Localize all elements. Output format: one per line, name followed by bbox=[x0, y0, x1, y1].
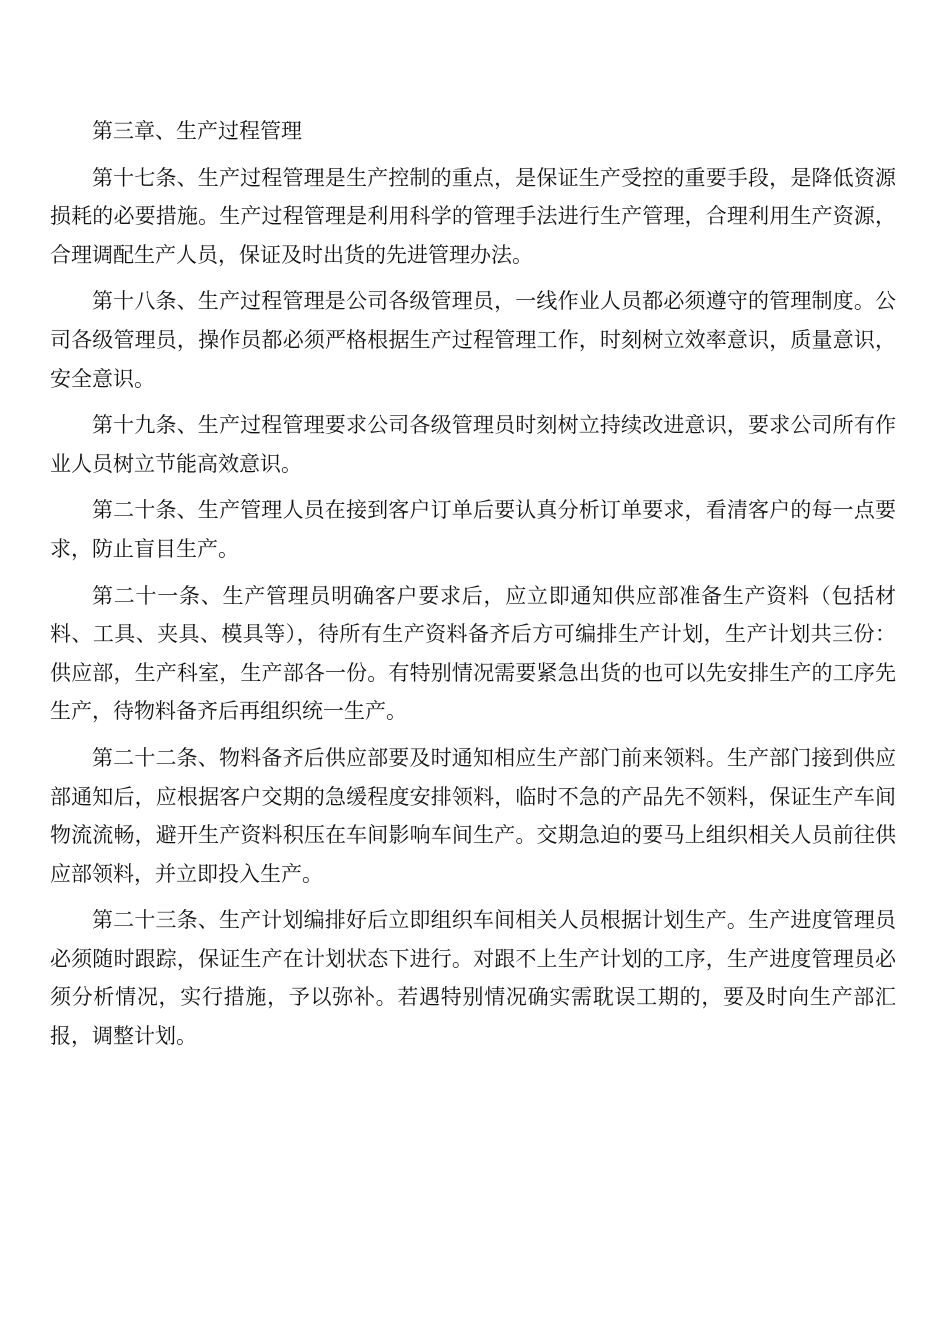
article-22: 第二十二条、物料备齐后供应部要及时通知相应生产部门前来领料。生产部门接到供应部通知后，应根据客户交期的急缓程度安排领料，临时不急的产品先不领料，保证生产车间物流流畅，避开生产资料积压在车间影响车间生产。交期急迫的要马上组织相关人员前往供应部领料，并立即投入生产。 bbox=[50, 745, 896, 886]
chapter-title: 第三章、生产过程管理 bbox=[92, 119, 302, 143]
article-20: 第二十条、生产管理人员在接到客户订单后要认真分析订单要求，看清客户的每一点要求，防止盲目生产。 bbox=[50, 498, 896, 561]
article-19: 第十九条、生产过程管理要求公司各级管理员时刻树立持续改进意识，要求公司所有作业人员树立节能高效意识。 bbox=[50, 413, 896, 476]
article-23: 第二十三条、生产计划编排好后立即组织车间相关人员根据计划生产。生产进度管理员必须随时跟踪，保证生产在计划状态下进行。对跟不上生产计划的工序，生产进度管理员必须分析情况，实行措施，予以弥补。若遇特别情况确实需耽误工期的，要及时向生产部汇报，调整计划。 bbox=[50, 908, 896, 1049]
article-18: 第十八条、生产过程管理是公司各级管理员，一线作业人员都必须遵守的管理制度。公司各级管理员，操作员都必须严格根据生产过程管理工作，时刻树立效率意识，质量意识，安全意识。 bbox=[50, 289, 896, 391]
document-body bbox=[50, 112, 896, 1064]
article-17: 第十七条、生产过程管理是生产控制的重点，是保证生产受控的重要手段，是降低资源损耗的必要措施。生产过程管理是利用科学的管理手法进行生产管理，合理利用生产资源，合理调配生产人员，保证及时出货的先进管理办法。 bbox=[50, 165, 896, 267]
article-21: 第二十一条、生产管理员明确客户要求后，应立即通知供应部准备生产资料（包括材料、工具、夹具、模具等），待所有生产资料备齐后方可编排生产计划，生产计划共三份：供应部，生产科室，生产部各一份。有特别情况需要紧急出货的也可以先安排生产的工序先生产，待物料备齐后再组织统一生产。 bbox=[50, 583, 896, 724]
